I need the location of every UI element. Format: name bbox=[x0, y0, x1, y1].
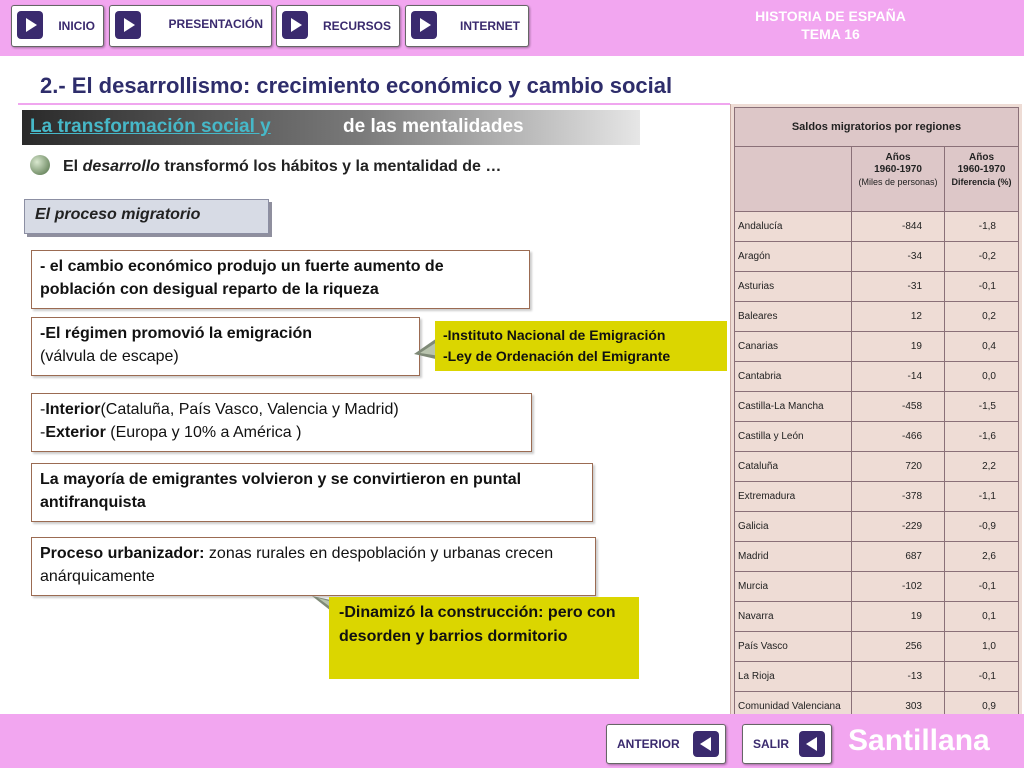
section-link[interactable]: La transformación social y bbox=[30, 116, 271, 137]
diferencia-cell: 0,2 bbox=[945, 302, 1019, 332]
region-cell: Madrid bbox=[735, 542, 852, 572]
exterior-line: -Exterior (Europa y 10% a América ) bbox=[40, 424, 302, 441]
urbanization-label: Proceso urbanizador: bbox=[40, 545, 205, 562]
diferencia-cell: 2,2 bbox=[945, 452, 1019, 482]
interior-exterior-box bbox=[31, 393, 532, 452]
diferencia-cell: -0,9 bbox=[945, 512, 1019, 542]
table-row bbox=[735, 452, 1019, 482]
region-cell: Cataluña bbox=[735, 452, 852, 482]
miles-cell: 12 bbox=[852, 302, 945, 332]
miles-cell: -14 bbox=[852, 362, 945, 392]
miles-cell: 19 bbox=[852, 602, 945, 632]
table-row bbox=[735, 242, 1019, 272]
diferencia-cell: 1,0 bbox=[945, 632, 1019, 662]
diferencia-cell: 0,1 bbox=[945, 602, 1019, 632]
table-row bbox=[735, 212, 1019, 242]
internet-button[interactable] bbox=[405, 5, 529, 47]
table-row bbox=[735, 362, 1019, 392]
diferencia-cell: 0,4 bbox=[945, 332, 1019, 362]
region-cell: Aragón bbox=[735, 242, 852, 272]
miles-cell: -31 bbox=[852, 272, 945, 302]
miles-cell: -458 bbox=[852, 392, 945, 422]
urbanization-text: zonas rurales en despoblación y urbanas crecen anárquicamente bbox=[40, 545, 554, 585]
diferencia-cell: -0,1 bbox=[945, 572, 1019, 602]
table-row bbox=[735, 422, 1019, 452]
page-title: 2.- El desarrollismo: crecimiento económico y cambio social bbox=[40, 73, 673, 98]
region-cell: Andalucía bbox=[735, 212, 852, 242]
table-row bbox=[735, 272, 1019, 302]
diferencia-cell: -1,8 bbox=[945, 212, 1019, 242]
region-cell: La Rioja bbox=[735, 662, 852, 692]
miles-cell: 303 bbox=[852, 692, 945, 722]
anterior-label: ANTERIOR bbox=[617, 737, 680, 751]
population-box bbox=[31, 250, 530, 309]
intro-text: El desarrollo transformó los hábitos y la mentalidad de … bbox=[63, 158, 502, 175]
back-arrow-icon bbox=[799, 731, 825, 757]
region-cell: Canarias bbox=[735, 332, 852, 362]
internet-label: INTERNET bbox=[460, 19, 520, 33]
salir-label: SALIR bbox=[753, 737, 789, 751]
course-title bbox=[738, 7, 923, 43]
diferencia-cell: 0,9 bbox=[945, 692, 1019, 722]
miles-cell: -844 bbox=[852, 212, 945, 242]
emigration-box bbox=[31, 317, 420, 376]
table-row bbox=[735, 482, 1019, 512]
population-text: - el cambio económico produjo un fuerte aumento de población con desigual reparto de la riqueza bbox=[40, 258, 444, 298]
miles-cell: -102 bbox=[852, 572, 945, 602]
diferencia-cell: -0,1 bbox=[945, 272, 1019, 302]
section-header bbox=[22, 110, 640, 145]
region-cell: Murcia bbox=[735, 572, 852, 602]
region-cell: Extremadura bbox=[735, 482, 852, 512]
inicio-button[interactable] bbox=[11, 5, 104, 47]
proceso-label: El proceso migratorio bbox=[35, 206, 201, 223]
miles-cell: -13 bbox=[852, 662, 945, 692]
diferencia-cell: -1,6 bbox=[945, 422, 1019, 452]
miles-cell: 687 bbox=[852, 542, 945, 572]
miles-cell: -34 bbox=[852, 242, 945, 272]
construction-callout bbox=[329, 597, 639, 679]
return-text: La mayoría de emigrantes volvieron y se convirtieron en puntal antifranquista bbox=[40, 471, 522, 511]
bullet-icon bbox=[30, 155, 50, 175]
region-cell: Galicia bbox=[735, 512, 852, 542]
table-row bbox=[735, 302, 1019, 332]
diferencia-cell: -1,5 bbox=[945, 392, 1019, 422]
table-row bbox=[735, 542, 1019, 572]
play-arrow-icon bbox=[115, 11, 141, 39]
play-arrow-icon bbox=[282, 11, 308, 39]
inicio-label: INICIO bbox=[58, 19, 95, 33]
return-box bbox=[31, 463, 593, 522]
play-arrow-icon bbox=[411, 11, 437, 39]
region-header bbox=[735, 147, 852, 212]
construction-text: -Dinamizó la construcción: pero con desorden y barrios dormitorio bbox=[339, 604, 616, 645]
table-caption: Saldos migratorios por regiones bbox=[735, 108, 1019, 147]
region-cell: Baleares bbox=[735, 302, 852, 332]
migration-table-image bbox=[730, 104, 1022, 716]
migration-table bbox=[734, 107, 1019, 722]
law-text: -Ley de Ordenación del Emigrante bbox=[443, 348, 671, 364]
diferencia-cell: -0,1 bbox=[945, 662, 1019, 692]
emigration-institutions-callout bbox=[435, 321, 727, 371]
region-cell: Castilla-La Mancha bbox=[735, 392, 852, 422]
diferencia-cell: 2,6 bbox=[945, 542, 1019, 572]
interior-line: -Interior(Cataluña, País Vasco, Valencia y Madrid) bbox=[40, 401, 399, 418]
section-text: de las mentalidades bbox=[343, 116, 524, 137]
anterior-button[interactable] bbox=[606, 724, 726, 764]
miles-cell: 720 bbox=[852, 452, 945, 482]
salir-button[interactable] bbox=[742, 724, 832, 764]
brand-logo: Santillana bbox=[848, 724, 990, 757]
table-row bbox=[735, 392, 1019, 422]
miles-cell: -229 bbox=[852, 512, 945, 542]
diferencia-cell: -0,2 bbox=[945, 242, 1019, 272]
region-cell: Castilla y León bbox=[735, 422, 852, 452]
table-row bbox=[735, 602, 1019, 632]
diferencia-cell: 0,0 bbox=[945, 362, 1019, 392]
recursos-button[interactable] bbox=[276, 5, 400, 47]
region-cell: País Vasco bbox=[735, 632, 852, 662]
back-arrow-icon bbox=[693, 731, 719, 757]
diferencia-header: Años 1960-1970 Diferencia (%) bbox=[945, 147, 1019, 212]
table-row bbox=[735, 662, 1019, 692]
table-row bbox=[735, 512, 1019, 542]
region-cell: Asturias bbox=[735, 272, 852, 302]
urbanization-box bbox=[31, 537, 596, 596]
region-cell: Navarra bbox=[735, 602, 852, 632]
miles-header: Años 1960-1970 (Miles de personas) bbox=[852, 147, 945, 212]
region-cell: Comunidad Valenciana bbox=[735, 692, 852, 722]
miles-cell: -466 bbox=[852, 422, 945, 452]
course-topic: TEMA 16 bbox=[801, 26, 860, 42]
title-divider bbox=[18, 103, 730, 105]
miles-cell: 19 bbox=[852, 332, 945, 362]
play-arrow-icon bbox=[17, 11, 43, 39]
presentacion-button[interactable] bbox=[109, 5, 272, 47]
table-row bbox=[735, 632, 1019, 662]
region-cell: Cantabria bbox=[735, 362, 852, 392]
table-row bbox=[735, 572, 1019, 602]
proceso-migratorio-heading bbox=[24, 199, 269, 234]
table-row bbox=[735, 332, 1019, 362]
course-subject: HISTORIA DE ESPAÑA bbox=[755, 8, 906, 24]
emigration-text: -El régimen promovió la emigración bbox=[40, 325, 313, 342]
miles-cell: -378 bbox=[852, 482, 945, 512]
miles-cell: 256 bbox=[852, 632, 945, 662]
institute-text: -Instituto Nacional de Emigración bbox=[443, 327, 666, 343]
presentacion-label: PRESENTACIÓN bbox=[168, 17, 263, 31]
recursos-label: RECURSOS bbox=[322, 19, 391, 33]
diferencia-cell: -1,1 bbox=[945, 482, 1019, 512]
emigration-subtext: (válvula de escape) bbox=[40, 348, 179, 365]
